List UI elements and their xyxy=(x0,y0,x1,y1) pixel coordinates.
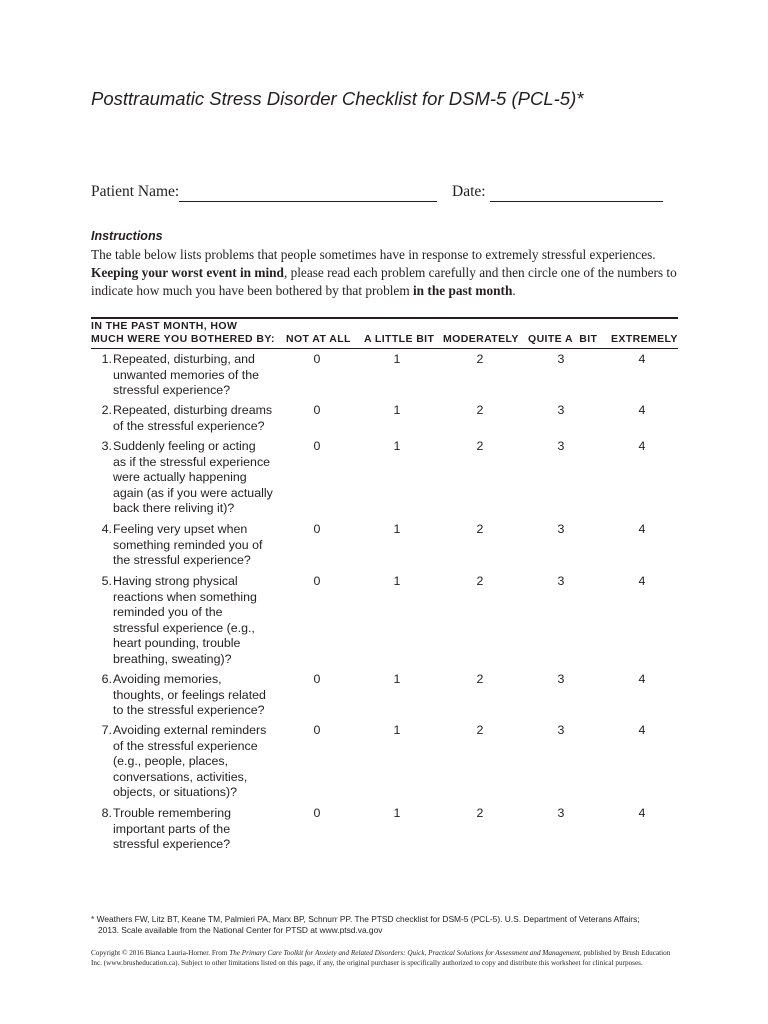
score-option-4[interactable]: 4 xyxy=(638,352,646,366)
item-text-line: to the stressful experience? xyxy=(113,703,265,718)
score-option-0[interactable]: 0 xyxy=(313,439,321,453)
item-text-line: stressful experience? xyxy=(113,837,231,852)
item-text-line: heart pounding, trouble xyxy=(113,636,241,651)
item-text-line: stressful experience (e.g., xyxy=(113,620,255,635)
item-text-line: Avoiding memories, xyxy=(113,672,222,686)
score-option-0[interactable]: 0 xyxy=(313,723,321,737)
item-text xyxy=(113,806,285,853)
score-option-0[interactable]: 0 xyxy=(313,574,321,588)
score-option-0[interactable]: 0 xyxy=(313,522,321,536)
footnote xyxy=(91,914,711,936)
item-text-line: stressful experience? xyxy=(113,383,231,398)
column-header-moderately: MODERATELY xyxy=(443,333,519,345)
score-option-4[interactable]: 4 xyxy=(638,806,646,820)
instructions-line-1: The table below lists problems that people sometimes have in response to extremely stressful experiences. xyxy=(91,247,656,262)
score-option-2[interactable]: 2 xyxy=(476,672,484,686)
copyright-notice xyxy=(91,949,681,968)
score-option-0[interactable]: 0 xyxy=(313,672,321,686)
column-header-not-at-all: NOT AT ALL xyxy=(286,333,351,345)
item-text-line: objects, or situations)? xyxy=(113,785,237,800)
instructions-heading: Instructions xyxy=(91,229,163,243)
instructions-paragraph xyxy=(91,264,691,300)
column-header-extremely: EXTREMELY xyxy=(611,333,678,345)
item-number: 3. xyxy=(101,439,112,453)
score-option-3[interactable]: 3 xyxy=(557,806,565,820)
table-header-rule xyxy=(91,348,678,349)
score-option-2[interactable]: 2 xyxy=(476,723,484,737)
score-option-2[interactable]: 2 xyxy=(476,522,484,536)
score-option-3[interactable]: 3 xyxy=(557,574,565,588)
score-option-3[interactable]: 3 xyxy=(557,403,565,417)
item-text-line: reminded you of the xyxy=(113,605,223,620)
item-text xyxy=(113,352,285,399)
item-text-line: reactions when something xyxy=(113,589,257,604)
item-text-line: Trouble remembering xyxy=(113,806,231,820)
score-option-1[interactable]: 1 xyxy=(393,574,401,588)
score-option-0[interactable]: 0 xyxy=(313,352,321,366)
score-option-1[interactable]: 1 xyxy=(393,723,401,737)
score-option-0[interactable]: 0 xyxy=(313,806,321,820)
score-option-3[interactable]: 3 xyxy=(557,672,565,686)
score-option-2[interactable]: 2 xyxy=(476,806,484,820)
score-option-1[interactable]: 1 xyxy=(393,672,401,686)
item-text-line: back there reliving it)? xyxy=(113,501,235,516)
instructions-bold-worst-event: Keeping your worst event in mind xyxy=(91,265,284,280)
item-text-line: (e.g., people, places, xyxy=(113,754,229,769)
date-label: Date: xyxy=(452,183,486,200)
item-number: 5. xyxy=(101,574,112,588)
column-header-a-little-bit: A LITTLE BIT xyxy=(364,333,435,345)
item-text xyxy=(113,439,285,517)
item-number: 6. xyxy=(101,672,112,686)
score-option-4[interactable]: 4 xyxy=(638,672,646,686)
item-text-line: of the stressful experience? xyxy=(113,418,265,433)
item-number: 2. xyxy=(101,403,112,417)
item-text-line: as if the stressful experience xyxy=(113,454,271,469)
score-option-2[interactable]: 2 xyxy=(476,574,484,588)
item-text xyxy=(113,403,285,434)
item-text-line: Feeling very upset when xyxy=(113,522,248,536)
item-text xyxy=(113,723,285,801)
score-option-4[interactable]: 4 xyxy=(638,723,646,737)
score-option-1[interactable]: 1 xyxy=(393,439,401,453)
footnote-line-1: * Weathers FW, Litz BT, Keane TM, Palmieri PA, Marx BP, Schnurr PP. The PTSD checklist for DSM-5 (PCL-5). U.S. Department of Veterans Affairs; xyxy=(91,914,640,924)
item-text-line: Avoiding external reminders xyxy=(113,723,267,737)
copyright-book-title: The Primary Care Toolkit for Anxiety and Related Disorders: Quick, Practical Solutions for Assessment and Management xyxy=(229,949,580,957)
table-top-rule xyxy=(91,317,678,319)
item-text-line: Repeated, disturbing, and xyxy=(113,352,255,366)
item-text-line: breathing, sweating)? xyxy=(113,651,232,666)
item-text xyxy=(113,574,285,668)
item-number: 4. xyxy=(101,522,112,536)
item-text-line: again (as if you were actually xyxy=(113,485,273,500)
score-option-2[interactable]: 2 xyxy=(476,439,484,453)
item-text-line: thoughts, or feelings related xyxy=(113,687,266,702)
score-option-3[interactable]: 3 xyxy=(557,439,565,453)
date-field[interactable] xyxy=(490,201,663,202)
page-title: Posttraumatic Stress Disorder Checklist for DSM-5 (PCL-5)* xyxy=(91,88,584,109)
instructions-end: . xyxy=(512,283,516,298)
score-option-4[interactable]: 4 xyxy=(638,522,646,536)
score-option-1[interactable]: 1 xyxy=(393,403,401,417)
item-text xyxy=(113,522,285,569)
copyright-part-2: , published by Brush Education Inc. (www.brusheducation.ca). Subject to other limitations listed on this page, if any, the original purchaser is specifically authorized to copy and distribute this worksheet for clinical purposes. xyxy=(91,949,671,967)
score-option-1[interactable]: 1 xyxy=(393,806,401,820)
item-text-line: the stressful experience? xyxy=(113,553,251,568)
item-text-line: unwanted memories of the xyxy=(113,367,260,382)
score-option-3[interactable]: 3 xyxy=(557,723,565,737)
question-column-header xyxy=(91,320,275,346)
item-text-line: something reminded you of xyxy=(113,537,263,552)
item-text-line: important parts of the xyxy=(113,821,231,836)
score-option-2[interactable]: 2 xyxy=(476,352,484,366)
score-option-1[interactable]: 1 xyxy=(393,352,401,366)
item-text-line: Repeated, disturbing dreams xyxy=(113,403,273,417)
score-option-4[interactable]: 4 xyxy=(638,403,646,417)
question-header-line-1: IN THE PAST MONTH, HOW xyxy=(91,320,238,332)
item-text-line: of the stressful experience xyxy=(113,738,258,753)
patient-name-field[interactable] xyxy=(179,201,437,202)
item-number: 1. xyxy=(101,352,112,366)
patient-name-label: Patient Name: xyxy=(91,183,180,200)
item-text-line: Suddenly feeling or acting xyxy=(113,439,256,453)
item-number: 7. xyxy=(101,723,112,737)
item-number: 8. xyxy=(101,806,112,820)
column-header-quite-a-bit: QUITE A BIT xyxy=(528,333,598,345)
item-text xyxy=(113,672,285,719)
footnote-line-2: 2013. Scale available from the National Center for PTSD at www.ptsd.va.gov xyxy=(98,925,383,935)
score-option-4[interactable]: 4 xyxy=(638,574,646,588)
copyright-part-1: Copyright © 2016 Bianca Lauria-Horner. From xyxy=(91,949,230,957)
question-header-line-2: MUCH WERE YOU BOTHERED BY: xyxy=(91,333,275,345)
score-option-2[interactable]: 2 xyxy=(476,403,484,417)
score-option-4[interactable]: 4 xyxy=(638,439,646,453)
instructions-bold-past-month: in the past month xyxy=(412,283,513,298)
instructions-text xyxy=(91,246,691,300)
item-text-line: Having strong physical xyxy=(113,574,238,588)
item-text-line: conversations, activities, xyxy=(113,769,248,784)
score-option-3[interactable]: 3 xyxy=(557,522,565,536)
item-text-line: were actually happening xyxy=(113,470,247,485)
score-option-3[interactable]: 3 xyxy=(557,352,565,366)
score-option-0[interactable]: 0 xyxy=(313,403,321,417)
score-option-1[interactable]: 1 xyxy=(393,522,401,536)
instructions-middle: , please read each problem carefully and then circle one of the numbers to indicate how much you have been bothered by that problem xyxy=(91,265,677,298)
